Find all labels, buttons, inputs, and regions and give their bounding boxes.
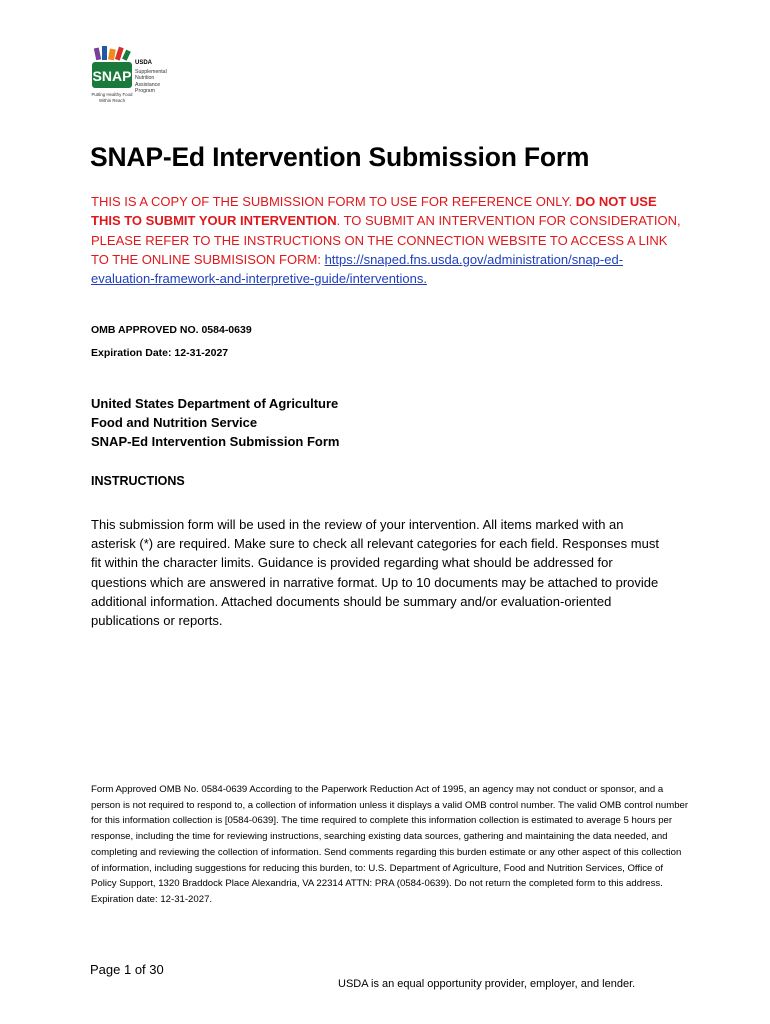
agency-block <box>91 394 339 451</box>
instructions-heading: INSTRUCTIONS <box>91 474 185 488</box>
expiration-date: Expiration Date: 12-31-2027 <box>91 347 229 359</box>
pra-statement: Form Approved OMB No. 0584-0639 According to the Paperwork Reduction Act of 1995, an agency may not conduct or sponsor, and a person is not required to respond to, a collection of information unless it displays a valid OMB control number. The valid OMB control number for this information collection is [0584-0639]. The time required to complete this information collection is estimated to average 5 hours per response, including the time for reviewing instructions, searching existing data sources, gathering and maintaining the data needed, and completing and reviewing the collection of information. Send comments regarding this burden estimate or any other aspect of this collection of information, including suggestions for reducing this burden, to: U.S. Department of Agriculture, Food and Nutrition Services, Office of Policy Support, 1320 Braddock Place Alexandria, VA 22314 ATTN: PRA (0584-0639). Do not return the completed form to this address. Expiration date: 12-31-2027. <box>91 784 689 905</box>
instructions-body: This submission form will be used in the review of your intervention. All items marked with an asterisk (*) are required. Make sure to check all relevant categories for each field. Responses must fit within the character limits. Guidance is provided regarding what should be addressed for questions which are answered in narrative format. Up to 10 documents may be attached to provide additional information. Attached documents should be summary and/or evaluation-oriented publications or reports. <box>91 517 659 629</box>
omb-number: OMB APPROVED NO. 0584-0639 <box>91 324 252 336</box>
agency-line: SNAP-Ed Intervention Submission Form <box>91 434 340 449</box>
program-name-line: Assistance <box>135 81 161 88</box>
submission-link[interactable]: https://snaped.fns.usda.gov/administration/snap-ed-evaluation-framework-and-interpretive-guide/interventions. <box>91 251 624 287</box>
agency-line: United States Department of Agriculture <box>91 396 339 411</box>
program-name <box>135 69 167 95</box>
program-name-line: Supplemental <box>135 69 167 75</box>
equal-opportunity-footer: USDA is an equal opportunity provider, employer, and lender. <box>338 978 636 990</box>
logo-tagline <box>90 92 134 103</box>
notice-warning: DO NOT USE THIS TO SUBMIT YOUR INTERVENTION <box>91 194 657 229</box>
notice-text-2: . TO SUBMIT AN INTERVENTION FOR CONSIDERATION, PLEASE REFER TO THE INSTRUCTIONS ON THE CONNECTION WEBSITE TO ACCESS A LINK TO THE ONLINE SUBMISISON FORM: <box>91 213 681 267</box>
program-name-line: Program <box>135 88 155 95</box>
tagline-line: Putting Healthy Food <box>91 92 133 97</box>
page-number: Page 1 of 30 <box>90 962 164 977</box>
usda-label: USDA <box>135 60 153 66</box>
reference-notice <box>91 192 681 288</box>
agency-line: Food and Nutrition Service <box>91 415 258 430</box>
page-title: SNAP-Ed Intervention Submission Form <box>90 142 590 172</box>
notice-text: THIS IS A COPY OF THE SUBMISSION FORM TO USE FOR REFERENCE ONLY. <box>91 194 576 209</box>
snap-logo <box>89 46 181 106</box>
snap-wordmark: SNAP <box>92 68 132 84</box>
tagline-line: Within Reach <box>98 97 126 103</box>
program-name-line: Nutrition <box>135 75 155 82</box>
